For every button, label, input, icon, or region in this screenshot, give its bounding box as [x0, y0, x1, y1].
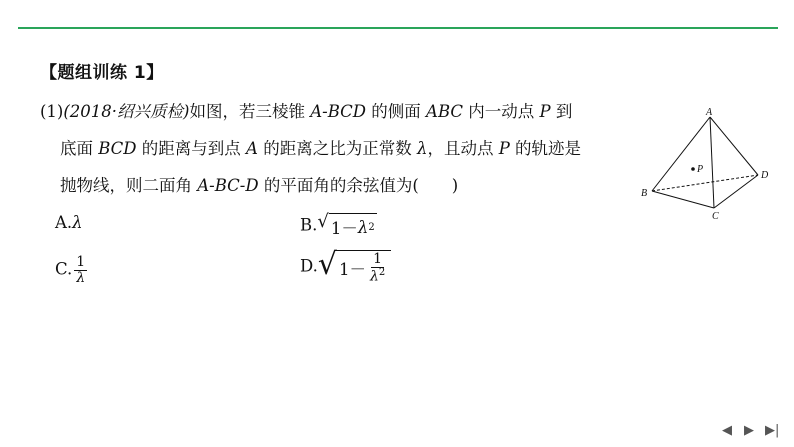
option-d[interactable] [300, 247, 391, 285]
option-label: A. [55, 213, 73, 232]
math-var: ABC [426, 102, 464, 121]
label-d: D [761, 170, 769, 181]
problem-source: (2018·绍兴质检) [63, 102, 190, 121]
math-var: P [498, 139, 510, 158]
radicand [329, 213, 377, 239]
text: 的侧面 [366, 102, 427, 121]
exponent: 2 [368, 221, 375, 233]
text: 的轨迹是 [509, 139, 582, 158]
label-a: A [706, 107, 713, 118]
math-var: λ [370, 268, 379, 285]
text: 到 [550, 102, 573, 121]
option-b[interactable] [300, 213, 377, 239]
math-var: P [539, 102, 551, 121]
problem-number: (1) [40, 102, 64, 121]
edge-bc [652, 191, 714, 208]
text: 底面 [60, 139, 99, 158]
point-p [691, 167, 695, 171]
problem-line-2 [60, 135, 581, 159]
text: 1－ [339, 260, 367, 280]
text: 的平面角的余弦值为( ) [258, 176, 459, 195]
fraction [74, 255, 87, 285]
problem-line-1 [40, 98, 572, 122]
top-rule [18, 27, 778, 29]
edge-bd-hidden [652, 175, 758, 191]
text: 抛物线，则二面角 [60, 176, 198, 195]
edge-ab [652, 117, 710, 191]
edge-ac [710, 117, 714, 208]
label-b: B [641, 188, 648, 199]
denominator [368, 268, 387, 284]
sqrt-expression [317, 213, 376, 239]
option-value: λ [72, 213, 83, 232]
text: 的距离与到点 [136, 139, 247, 158]
fraction [368, 252, 387, 284]
option-label: B. [300, 215, 318, 235]
next-arrow-icon[interactable]: ▶ [744, 423, 754, 438]
option-label: C. [55, 259, 73, 279]
radicand [337, 250, 391, 284]
text: 内一动点 [463, 102, 540, 121]
numerator: 1 [76, 254, 86, 270]
edge-ad [710, 117, 758, 175]
math-var: BCD [98, 139, 137, 158]
tetrahedron-figure [640, 105, 775, 225]
radical-sign: √ [317, 247, 338, 282]
section-heading: 【题组训练 1】 [40, 63, 164, 83]
problem-line-3 [60, 172, 458, 196]
text: 如图，若三棱锥 [189, 102, 311, 121]
label-p: P [697, 164, 704, 175]
option-c[interactable] [55, 255, 89, 285]
numerator: 1 [373, 251, 383, 267]
last-page-icon[interactable]: ▶| [765, 423, 780, 438]
label-c: C [712, 211, 719, 222]
text: ，且动点 [427, 139, 499, 158]
exponent: 2 [378, 266, 386, 278]
math-var: A [246, 139, 258, 158]
math-var: A-BC-D [197, 176, 259, 195]
option-a[interactable] [55, 213, 83, 232]
option-label: D. [300, 256, 318, 276]
prev-arrow-icon[interactable]: ◀ [722, 423, 732, 438]
math-var: λ [357, 217, 369, 237]
text: 的距离之比为正常数 [257, 139, 417, 158]
text: 1－ [330, 219, 358, 238]
radical-sign: √ [317, 211, 329, 232]
edge-cd [714, 175, 758, 208]
math-var: λ [416, 139, 428, 158]
math-var: A-BCD [310, 102, 367, 121]
denominator: λ [76, 269, 86, 286]
sqrt-expression [317, 247, 391, 285]
